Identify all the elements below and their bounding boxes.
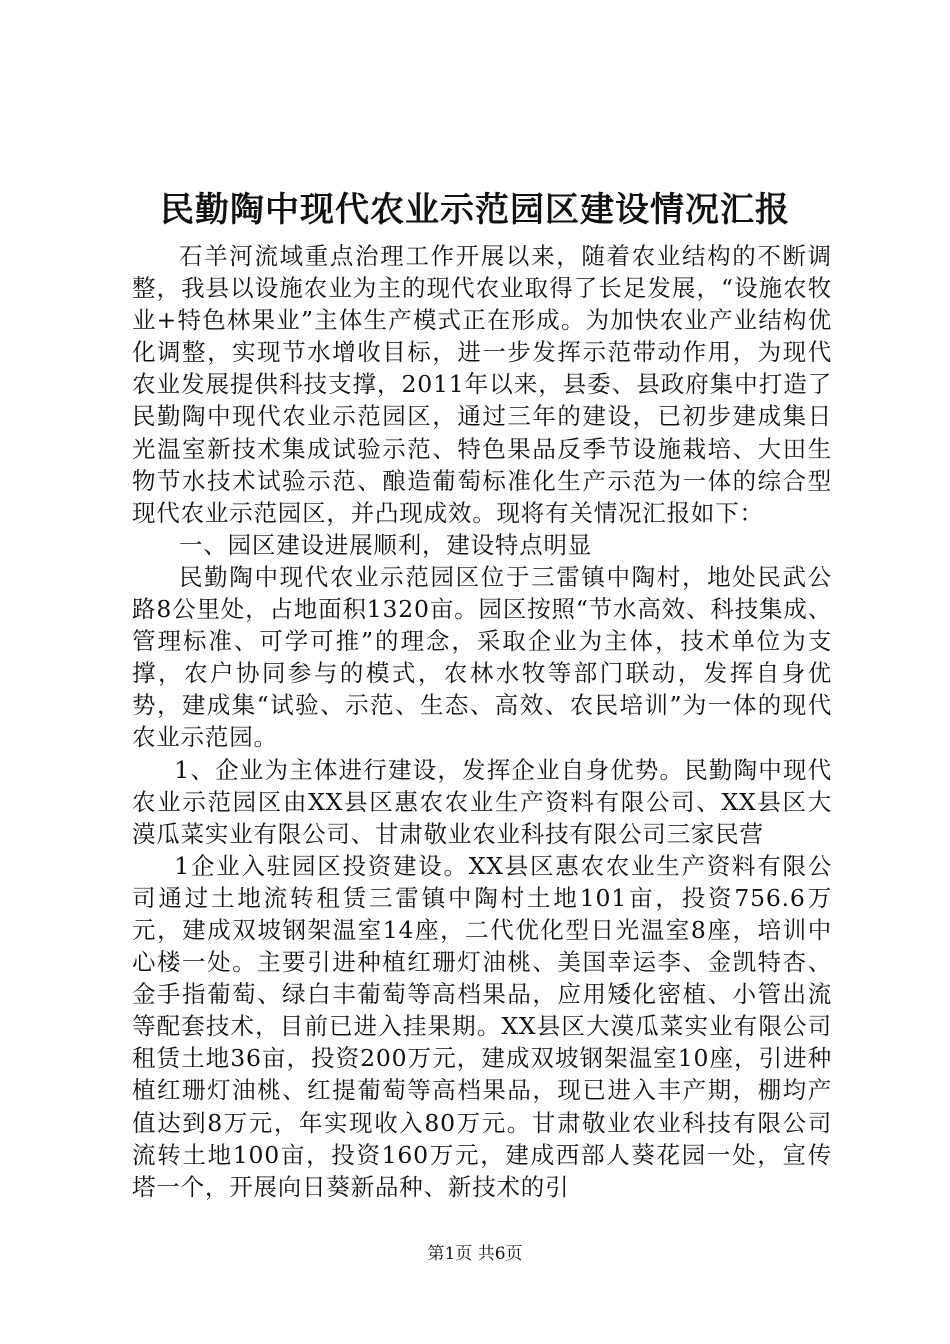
document-body <box>132 240 832 1203</box>
section-heading: 一、园区建设进展顺利，建设特点明显 <box>179 530 593 559</box>
paragraph-enterprise-main: 1、企业为主体进行建设，发挥企业自身优势。民勤陶中现代农业示范园区由XX县区惠农农业生产资料有限公司、XX县区大漠瓜菜实业有限公司、甘肃敬业农业科技有限公司三家民营 <box>132 755 832 848</box>
paragraph-enterprise-investment: 1企业入驻园区投资建设。XX县区惠农农业生产资料有限公司通过土地流转租赁三雷镇中陶村土地101亩，投资756.6万元，建成双坡钢架温室14座，二代优化型日光温室8座，培训中心楼一处。主要引进种植红珊灯油桃、美国幸运李、金凯特杏、金手指葡萄、绿白丰葡萄等高档果品，应用矮化密植、小管出流等配套技术，目前已进入挂果期。XX县区大漠瓜菜实业有限公司租赁土地36亩，投资200万元，建成双坡钢架温室10座，引进种植红珊灯油桃、红提葡萄等高档果品，现已进入丰产期，棚均产值达到8万元，年实现收入80万元。甘肃敬业农业科技有限公司流转土地100亩，投资160万元，建成西部人葵花园一处，宣传塔一个，开展向日葵新品种、新技术的引 <box>132 851 832 1201</box>
paragraph-park-overview: 民勤陶中现代农业示范园区位于三雷镇中陶村，地处民武公路8公里处，占地面积1320亩。园区按照“节水高效、科技集成、管理标准、可学可推”的理念，采取企业为主体，技术单位为支撑，农户协同参与的模式，农林水牧等部门联动，发挥自身优势，建成集“试验、示范、生态、高效、农民培训”为一体的现代农业示范园。 <box>132 562 832 752</box>
paragraph-intro: 石羊河流域重点治理工作开展以来，随着农业结构的不断调整，我县以设施农业为主的现代农业取得了长足发展，“设施农牧业+特色林果业”主体生产模式正在形成。为加快农业产业结构优化调整，实现节水增收目标，进一步发挥示范带动作用，为现代农业发展提供科技支撑，2011年以来，县委、县政府集中打造了民勤陶中现代农业示范园区，通过三年的建设，已初步建成集日光温室新技术集成试验示范、特色果品反季节设施栽培、大田生物节水技术试验示范、酿造葡萄标准化生产示范为一体的综合型现代农业示范园区，并凸现成效。现将有关情况汇报如下： <box>132 242 832 527</box>
page-number-footer: 第1页 共6页 <box>427 1244 523 1264</box>
document-title: 民勤陶中现代农业示范园区建设情况汇报 <box>160 190 790 230</box>
